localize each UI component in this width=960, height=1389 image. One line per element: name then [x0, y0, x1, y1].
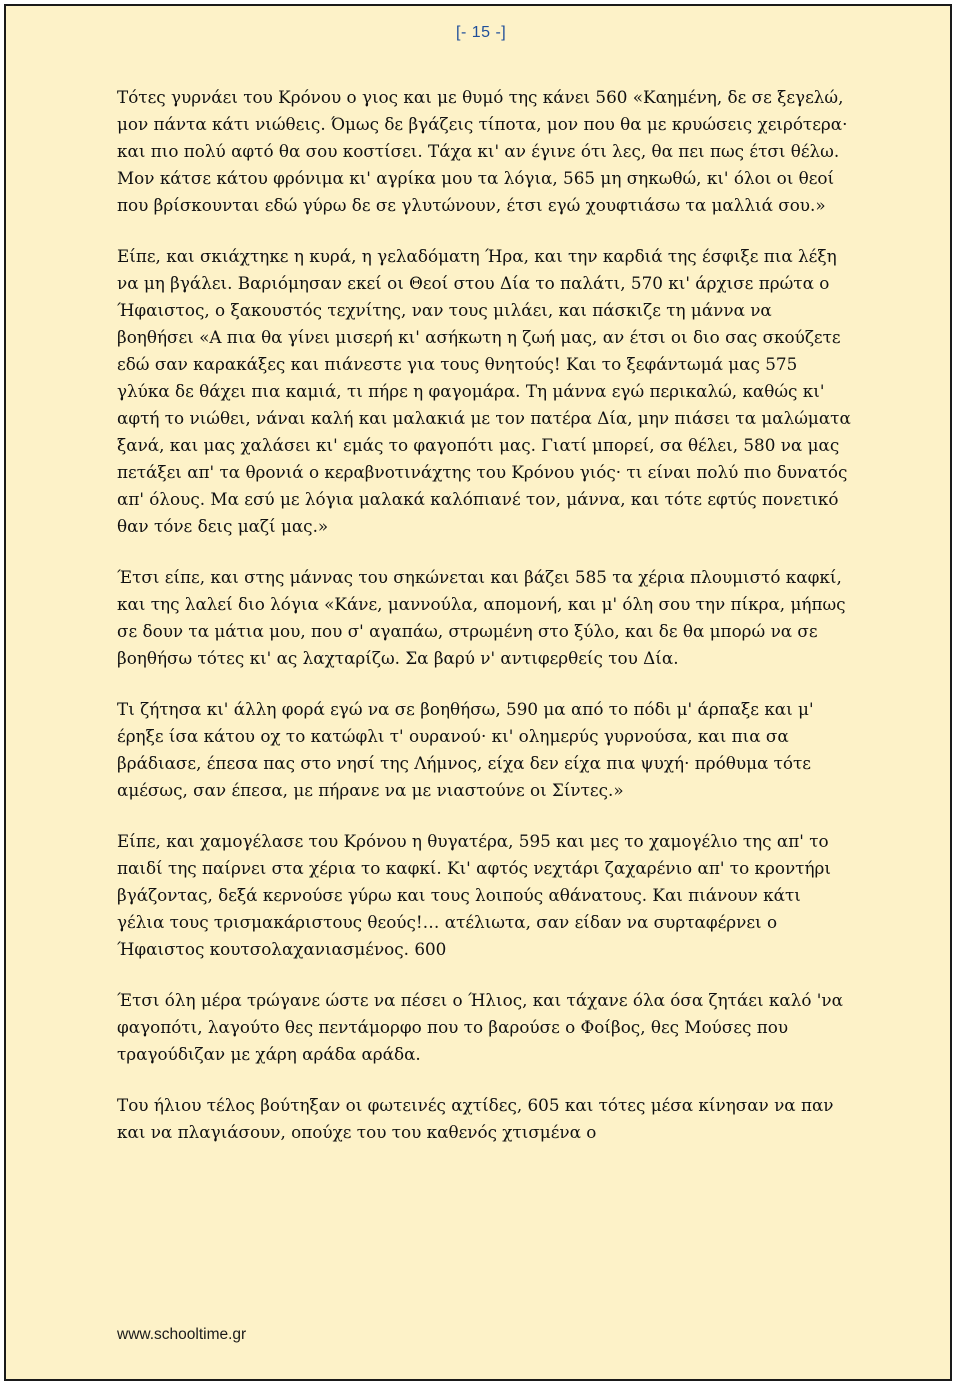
footer-website-link[interactable]: www.schooltime.gr: [117, 1326, 247, 1343]
paragraph-6: Έτσι όλη μέρα τρώγανε ώστε να πέσει ο Ήλιος, και τάχανε όλα όσα ζητάει καλό 'να φαγοπότι, λαγούτο θες πεντάμορφο που το βαρούσε ο Φοίβος, θες Μούσες που τραγούδιζαν με χάρη αράδα αράδα.: [117, 990, 843, 1064]
paragraph-4: Τι ζήτησα κι' άλλη φορά εγώ να σε βοηθήσω, 590 μα από το πόδι μ' άρπαξε και μ' έρηξε ίσα κάτου οχ το κατώφλι τ' ουρανού· κι' ολημερύς γυρνούσα, και πια σα βράδιασε, έπεσα πας στο νησί της Λήμνος, είχα δεν είχα πια ψυχή· πρόθυμα τότε αμέσως, σαν έπεσα, με πήρανε να με νιαστούνε οι Σίντες.»: [117, 699, 814, 800]
paragraph-3: Έτσι είπε, και στης μάννας του σηκώνεται και βάζει 585 τα χέρια πλουμιστό καφκί, και της λαλεί διο λόγια «Κάνε, μαννούλα, απομονή, και μ' όλη σου την πίκρα, μήπως σε δουν τα μάτια μου, που σ' αγαπάω, στρωμένη στο ξύλο, και δε θα μπορώ να σε βοηθήσω τότες κι' ας λαχταρίζω. Σα βαρύ ν' αντιφερθείς του Δία.: [117, 567, 846, 668]
page-number: [- 15 -]: [456, 24, 507, 41]
paragraph-1: Τότες γυρνάει του Κρόνου ο γιος και με θυμό της κάνει 560 «Καημένη, δε σε ξεγελώ, μον πάντα κάτι νιώθεις. Όμως δε βγάζεις τίποτα, μον που θα με κρυώσεις χειρότερα· και πιο πολύ αφτό θα σου κοστίσει. Τάχα κι' αν έγινε ότι λες, θα πει πως έτσι θέλω. Μον κάτσε κάτου φρόνιμα κι' αγρίκα μου τα λόγια, 565 μη σηκωθώ, κι' όλοι οι θεοί που βρίσκουνται εδώ γύρω δε σε γλυτώνουν, έτσι εγώ χουφτιάσω τα μαλλιά σου.»: [117, 87, 848, 215]
paragraph-5: Είπε, και χαμογέλασε του Κρόνου η θυγατέρα, 595 και μες το χαμογέλιο της απ' το παιδί της παίρνει στα χέρια το καφκί. Κι' αφτός νεχτάρι ζαχαρένιο απ' το κροντήρι βγάζοντας, δεξά κερνούσε γύρω και τους λοιπούς αθάνατους. Και πιάνουν κάτι γέλια τους τρισμακάριστους θεούς!… ατέλιωτα, σαν είδαν να συρταφέρνει ο Ήφαιστος κουτσολαχανιασμένος. 600: [117, 831, 831, 959]
text-body: [117, 84, 852, 1170]
paragraph-7: Του ήλιου τέλος βούτηξαν οι φωτεινές αχτίδες, 605 και τότες μέσα κίνησαν να παν και να πλαγιάσουν, οπούχε του του καθενός χτισμένα ο: [117, 1095, 834, 1142]
paragraph-2: Είπε, και σκιάχτηκε η κυρά, η γελαδόματη Ήρα, και την καρδιά της έσφιξε πια λέξη να μη βγάλει. Βαριόμησαν εκεί οι Θεοί στου Δία το παλάτι, 570 κι' άρχισε πρώτα ο Ήφαιστος, ο ξακουστός τεχνίτης, ναν τους μιλάει, και πάσκιζε τη μάννα να βοηθήσει «Α πια θα γίνει μισερή κι' ασήκωτη η ζωή μας, αν έτσι οι διο σας σκούζετε εδώ σαν καρακάξες και πιάνεστε για τους θνητούς! Και το ξεφάντωμά μας 575 γλύκα δε θάχει πια καμιά, τι πήρε η φαγομάρα. Τη μάννα εγώ περικαλώ, καθώς κι' αφτή το νιώθει, νάναι καλή και μαλακιά με τον πατέρα Δία, μην πιάσει τα μαλώματα ξανά, και μας χαλάσει κι' εμάς το φαγοπότι μας. Γιατί μπορεί, σα θέλει, 580 να μας πετάξει απ' τα θρονιά ο κεραβνοτινάχτης του Κρόνου γιός· τι είναι πολύ πιο δυνατός απ' όλους. Μα εσύ με λόγια μαλακά καλόπιανέ τον, μάννα, και τότε εφτύς πονετικό θαν τόνε δεις μαζί μας.»: [117, 246, 851, 536]
